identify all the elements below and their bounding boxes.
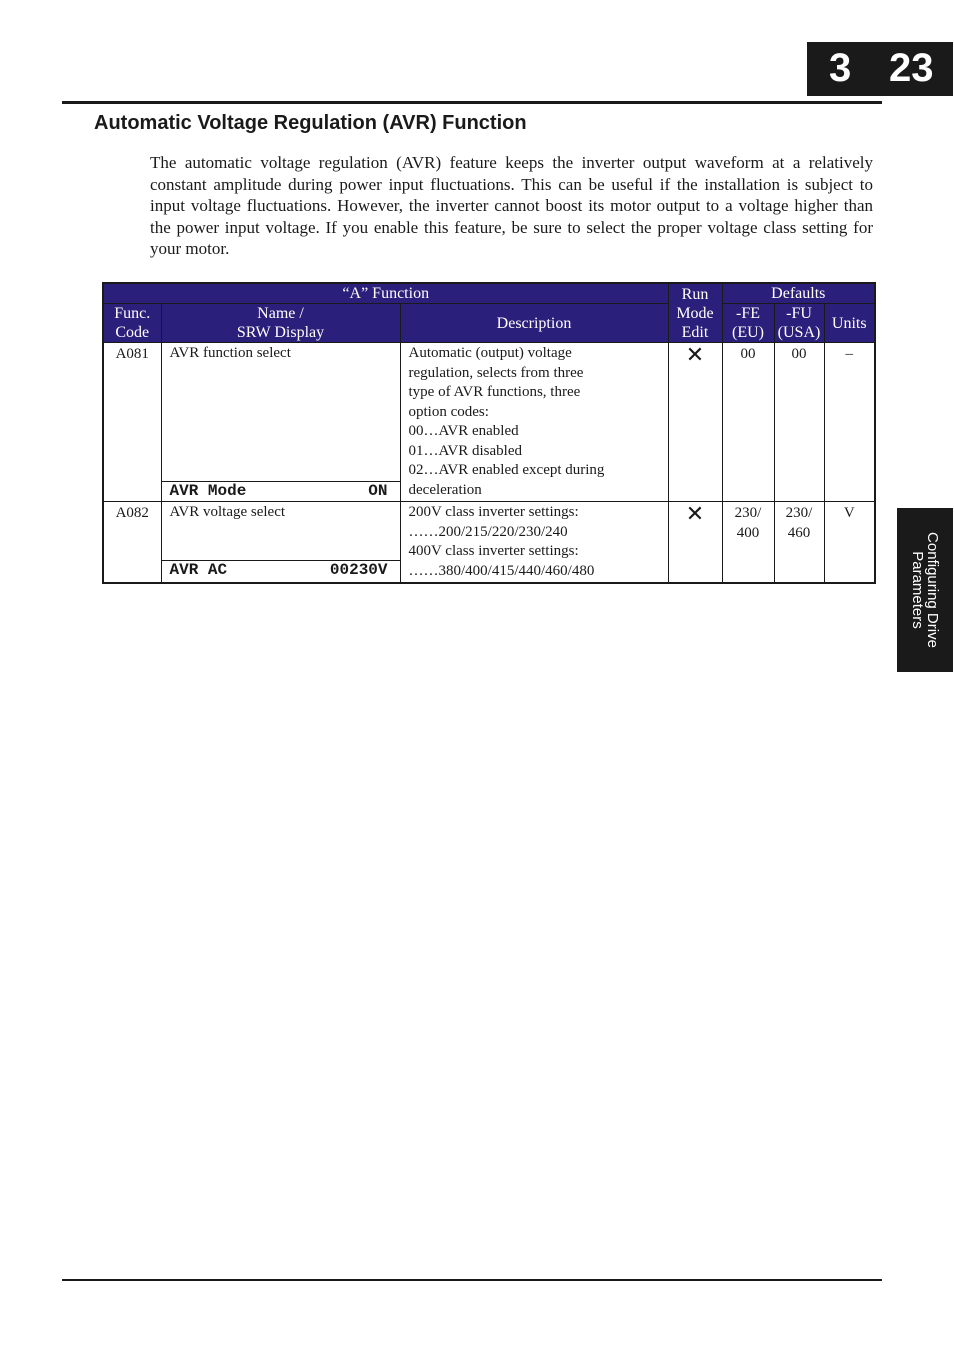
- side-tab: [897, 508, 953, 672]
- default-fe: 00: [722, 343, 774, 502]
- func-code-header: Func. Code: [103, 304, 161, 343]
- func-code: A081: [103, 343, 161, 502]
- description: Automatic (output) voltage regulation, selects from three type of AVR functions, three option codes: 00…AVR enabled 01…AVR disabled 02…AVR enabled except during deceleration: [400, 343, 668, 502]
- run-mode-edit: [668, 343, 722, 502]
- name-cell: [161, 343, 400, 502]
- srw-display: AVR Mode ON: [162, 481, 400, 501]
- fe-header: -FE (EU): [722, 304, 774, 343]
- name-cell: [161, 502, 400, 584]
- run-mode-edit-header: Run Mode Edit: [668, 283, 722, 343]
- units: V: [824, 502, 875, 584]
- description: 200V class inverter settings: ……200/215/220/230/240 400V class inverter settings: ……380/400/415/440/460/480: [400, 502, 668, 584]
- fu-header: -FU (USA): [774, 304, 824, 343]
- function-name: AVR function select: [169, 345, 291, 361]
- default-fe: 230/ 400: [722, 502, 774, 584]
- cross-icon: ✕: [685, 502, 705, 527]
- footer-rule: [62, 1279, 882, 1281]
- default-fu: 230/ 460: [774, 502, 824, 584]
- description-header: Description: [400, 304, 668, 343]
- header-rule: [62, 101, 882, 104]
- page-number: 23: [889, 46, 934, 90]
- side-tab-label: Configuring Drive Parameters: [909, 532, 941, 648]
- default-fu: 00: [774, 343, 824, 502]
- units-header: Units: [824, 304, 875, 343]
- table-row: [103, 343, 875, 502]
- func-code: A082: [103, 502, 161, 584]
- run-mode-edit: [668, 502, 722, 584]
- units: –: [824, 343, 875, 502]
- chapter-number: 3: [829, 46, 852, 90]
- name-header: Name / SRW Display: [161, 304, 400, 343]
- group-header: “A” Function: [103, 283, 668, 304]
- srw-display: AVR AC 00230V: [162, 560, 400, 580]
- table-row: [103, 502, 875, 584]
- section-title: Automatic Voltage Regulation (AVR) Function: [94, 112, 527, 134]
- defaults-header: Defaults: [722, 283, 875, 304]
- intro-paragraph: The automatic voltage regulation (AVR) feature keeps the inverter output waveform at a relatively constant amplitude during power input fluctuations. This can be useful if the installation is subject to input voltage fluctuations. However, the inverter cannot boost its motor output to a voltage higher than the power input voltage. If you enable this feature, be sure to select the proper voltage class setting for your motor.: [150, 153, 873, 259]
- parameter-table: [102, 282, 876, 584]
- cross-icon: ✕: [685, 343, 705, 368]
- page-number-box: [807, 42, 953, 96]
- function-name: AVR voltage select: [169, 504, 286, 520]
